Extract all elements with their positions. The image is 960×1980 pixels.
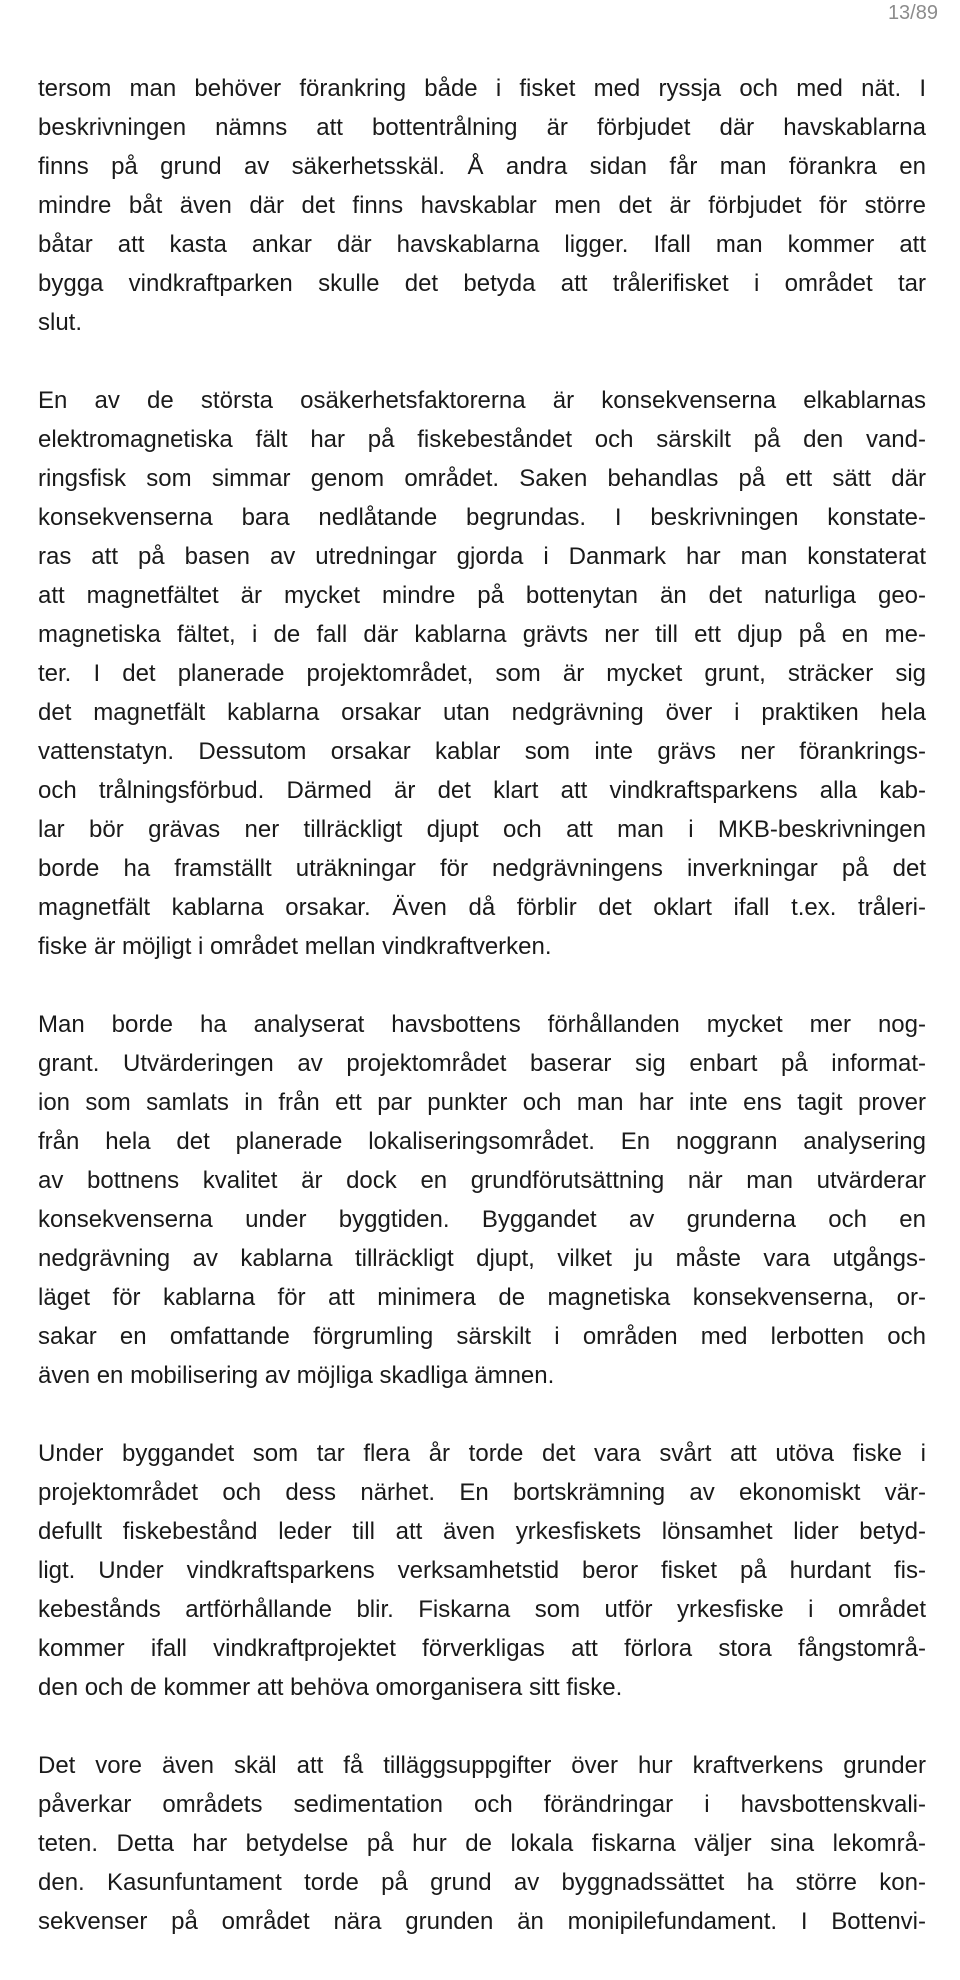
- text-line: ter. I det planerade projektområdet, som är mycket grunt, sträcker sig: [38, 660, 926, 687]
- text-line: borde ha framställt uträkningar för nedgrävningens inverkningar på det: [38, 855, 926, 882]
- text-line: magnetiska fältet, i de fall där kablarna grävts ner till ett djup på en me-: [38, 621, 926, 648]
- text-line: kommer ifall vindkraftprojektet förverkligas att förlora stora fångstområ-: [38, 1635, 926, 1662]
- text-line: En av de största osäkerhetsfaktorerna är konsekvenserna elkablarnas: [38, 387, 926, 414]
- text-line: konsekvenserna bara nedlåtande begrundas. I beskrivningen konstate-: [38, 504, 926, 531]
- text-line: magnetfält kablarna orsakar. Även då förblir det oklart ifall t.ex. tråleri-: [38, 894, 926, 921]
- text-line: finns på grund av säkerhetsskäl. Å andra sidan får man förankra en: [38, 153, 926, 180]
- text-line: läget för kablarna för att minimera de magnetiska konsekvenserna, or-: [38, 1284, 926, 1311]
- text-line: nedgrävning av kablarna tillräckligt djupt, vilket ju måste vara utgångs-: [38, 1245, 926, 1272]
- document-body: [38, 69, 926, 1980]
- text-line: teten. Detta har betydelse på hur de lokala fiskarna väljer sina lekområ-: [38, 1830, 926, 1857]
- text-line: vattenstatyn. Dessutom orsakar kablar som inte grävs ner förankrings-: [38, 738, 926, 765]
- text-line: ras att på basen av utredningar gjorda i Danmark har man konstaterat: [38, 543, 926, 570]
- paragraph-fishing-restrictions: [38, 69, 926, 342]
- text-line: grant. Utvärderingen av projektområdet baserar sig enbart på informat-: [38, 1050, 926, 1077]
- paragraph-electromagnetic-fields: [38, 381, 926, 966]
- text-line: sakar en omfattande förgrumling särskilt i områden med lerbotten och: [38, 1323, 926, 1350]
- text-line: beskrivningen nämns att bottentrålning är förbjudet där havskablarna: [38, 114, 926, 141]
- text-line: ligt. Under vindkraftsparkens verksamhetstid beror fisket på hurdant fis-: [38, 1557, 926, 1584]
- text-line: tersom man behöver förankring både i fisket med ryssja och med nät. I: [38, 75, 926, 102]
- page-number: 13/89: [887, 2, 938, 24]
- text-line: sekvenser på området nära grunden än monipilefundament. I Bottenvi-: [38, 1908, 926, 1935]
- text-line: slut.: [38, 309, 83, 336]
- text-line: att magnetfältet är mycket mindre på bottenytan än det naturliga geo-: [38, 582, 926, 609]
- text-line: projektområdet och dess närhet. En bortskrämning av ekonomiskt vär-: [38, 1479, 926, 1506]
- text-line: lar bör grävas ner tillräckligt djupt och att man i MKB-beskrivningen: [38, 816, 926, 843]
- paragraph-sedimentation: [38, 1746, 926, 1941]
- paragraph-seabed-analysis: [38, 1005, 926, 1395]
- text-line: den och de kommer att behöva omorganisera sitt fiske.: [38, 1674, 623, 1701]
- text-line: elektromagnetiska fält har på fiskebeståndet och särskilt på den vand-: [38, 426, 926, 453]
- text-line: påverkar områdets sedimentation och förändringar i havsbottenskvali-: [38, 1791, 926, 1818]
- text-line: defullt fiskebestånd leder till att även yrkesfiskets lönsamhet lider betyd-: [38, 1518, 926, 1545]
- text-line: det magnetfält kablarna orsakar utan nedgrävning över i praktiken hela: [38, 699, 926, 726]
- text-line: Det vore även skäl att få tilläggsuppgifter över hur kraftverkens grunder: [38, 1752, 926, 1779]
- text-line: från hela det planerade lokaliseringsområdet. En noggrann analysering: [38, 1128, 926, 1155]
- text-line: konsekvenserna under byggtiden. Byggandet av grunderna och en: [38, 1206, 926, 1233]
- paragraph-construction-impact: [38, 1434, 926, 1707]
- text-line: av bottnens kvalitet är dock en grundförutsättning när man utvärderar: [38, 1167, 926, 1194]
- text-line: mindre båt även där det finns havskablar men det är förbjudet för större: [38, 192, 926, 219]
- text-line: Under byggandet som tar flera år torde det vara svårt att utöva fiske i: [38, 1440, 926, 1467]
- text-line: båtar att kasta ankar där havskablarna ligger. Ifall man kommer att: [38, 231, 926, 258]
- text-line: bygga vindkraftparken skulle det betyda att trålerifisket i området tar: [38, 270, 926, 297]
- text-line: och trålningsförbud. Därmed är det klart att vindkraftsparkens alla kab-: [38, 777, 926, 804]
- text-line: kebestånds artförhållande blir. Fiskarna som utför yrkesfiske i området: [38, 1596, 926, 1623]
- text-line: den. Kasunfuntament torde på grund av byggnadssättet ha större kon-: [38, 1869, 926, 1896]
- text-line: ringsfisk som simmar genom området. Saken behandlas på ett sätt där: [38, 465, 926, 492]
- text-line: även en mobilisering av möjliga skadliga ämnen.: [38, 1362, 555, 1389]
- text-line: fiske är möjligt i området mellan vindkraftverken.: [38, 933, 552, 960]
- text-line: ion som samlats in från ett par punkter och man har inte ens tagit prover: [38, 1089, 926, 1116]
- text-line: Man borde ha analyserat havsbottens förhållanden mycket mer nog-: [38, 1011, 926, 1038]
